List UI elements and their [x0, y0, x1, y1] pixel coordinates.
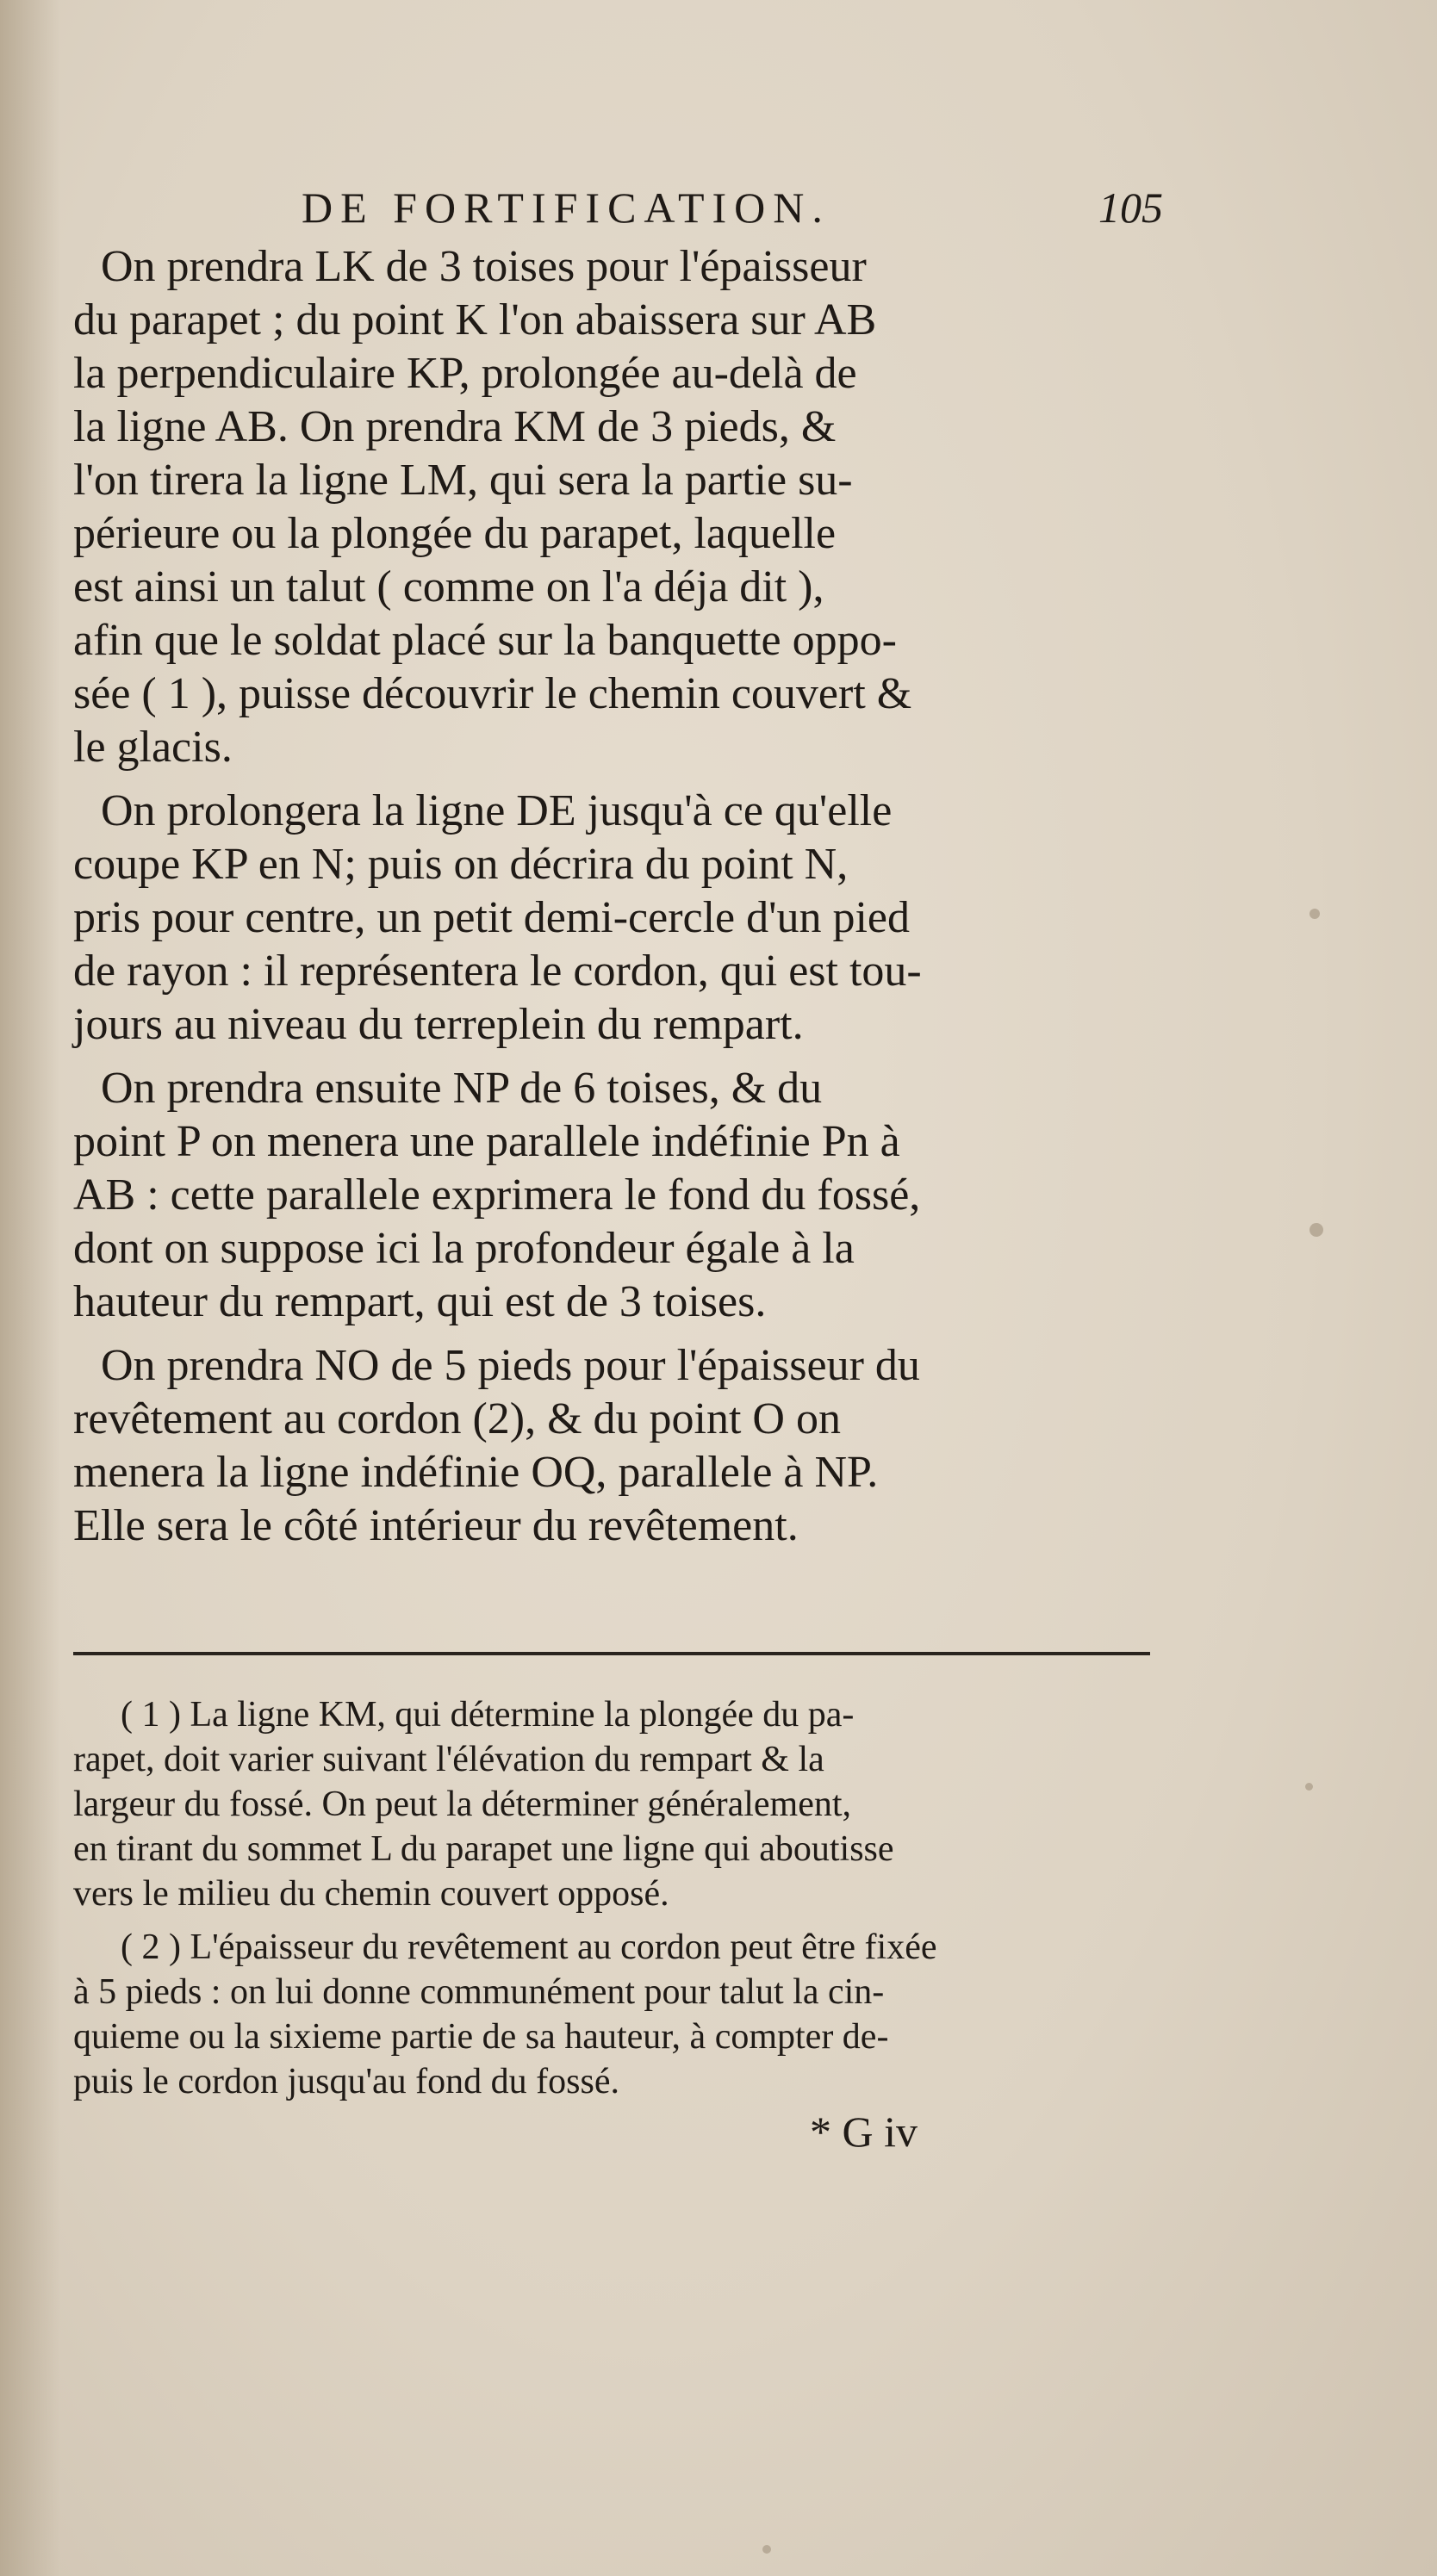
- text-line: la ligne AB. On prendra KM de 3 pieds, &: [73, 402, 837, 451]
- text-line: du parapet ; du point K l'on abaissera sur AB: [73, 295, 877, 345]
- running-title: DE FORTIFICATION.: [302, 183, 830, 232]
- page-number: 105: [1098, 183, 1163, 232]
- text-line: est ainsi un talut ( comme on l'a déja dit ),: [73, 562, 824, 611]
- text-line: revêtement au cordon (2), & du point O on: [73, 1394, 841, 1443]
- text-line: de rayon : il représentera le cordon, qui est tou-: [73, 947, 922, 996]
- footnote-line: largeur du fossé. On peut la déterminer généralement,: [73, 1785, 852, 1824]
- text-line: sée ( 1 ), puisse découvrir le chemin couvert &: [73, 669, 912, 718]
- text-line: l'on tirera la ligne LM, qui sera la partie su-: [73, 456, 853, 505]
- text-line: afin que le soldat placé sur la banquette oppo-: [73, 616, 897, 665]
- text-line: Elle sera le côté intérieur du revêtement.: [73, 1501, 799, 1550]
- footnote-line: quieme ou la sixieme partie de sa hauteur, à compter de-: [73, 2017, 889, 2057]
- text-line: On prolongera la ligne DE jusqu'à ce qu'elle: [101, 786, 893, 835]
- text-line: pris pour centre, un petit demi-cercle d'un pied: [73, 893, 911, 942]
- page-header: [258, 183, 1163, 234]
- text-line: dont on suppose ici la profondeur égale à la: [73, 1224, 855, 1273]
- text-line: la perpendiculaire KP, prolongée au-delà de: [73, 349, 857, 398]
- footnote-line: rapet, doit varier suivant l'élévation du rempart & la: [73, 1740, 824, 1779]
- text-line: On prendra ensuite NP de 6 toises, & du: [101, 1064, 823, 1113]
- text-line: menera la ligne indéfinie OQ, parallele à NP.: [73, 1448, 879, 1497]
- paper-speck: [762, 2545, 771, 2554]
- text-line: AB : cette parallele exprimera le fond du fossé,: [73, 1170, 921, 1220]
- footnote-divider: [73, 1652, 1150, 1655]
- text-line: On prendra LK de 3 toises pour l'épaisseur: [101, 242, 867, 291]
- footnote-line: vers le milieu du chemin couvert opposé.: [73, 1874, 669, 1914]
- text-line: périeure ou la plongée du parapet, laquelle: [73, 509, 837, 558]
- paper-speck: [1305, 1783, 1313, 1791]
- text-line: point P on menera une parallele indéfinie Pn à: [73, 1117, 900, 1166]
- signature-mark: * G iv: [810, 2107, 918, 2156]
- text-line: le glacis.: [73, 723, 233, 772]
- paper-speck: [1309, 1223, 1323, 1237]
- text-line: On prendra NO de 5 pieds pour l'épaisseur du: [101, 1341, 920, 1390]
- footnote-line: ( 1 ) La ligne KM, qui détermine la plongée du pa-: [121, 1695, 855, 1735]
- footnote-line: à 5 pieds : on lui donne communément pour talut la cin-: [73, 1972, 885, 2012]
- text-line: hauteur du rempart, qui est de 3 toises.: [73, 1277, 767, 1326]
- footnote-line: ( 2 ) L'épaisseur du revêtement au cordon peut être fixée: [121, 1927, 937, 1967]
- text-line: jours au niveau du terreplein du rempart.: [73, 1000, 804, 1049]
- footnote-line: puis le cordon jusqu'au fond du fossé.: [73, 2062, 619, 2101]
- text-line: coupe KP en N; puis on décrira du point N,: [73, 840, 849, 889]
- paper-speck: [1309, 909, 1320, 919]
- footnote-line: en tirant du sommet L du parapet une ligne qui aboutisse: [73, 1829, 894, 1869]
